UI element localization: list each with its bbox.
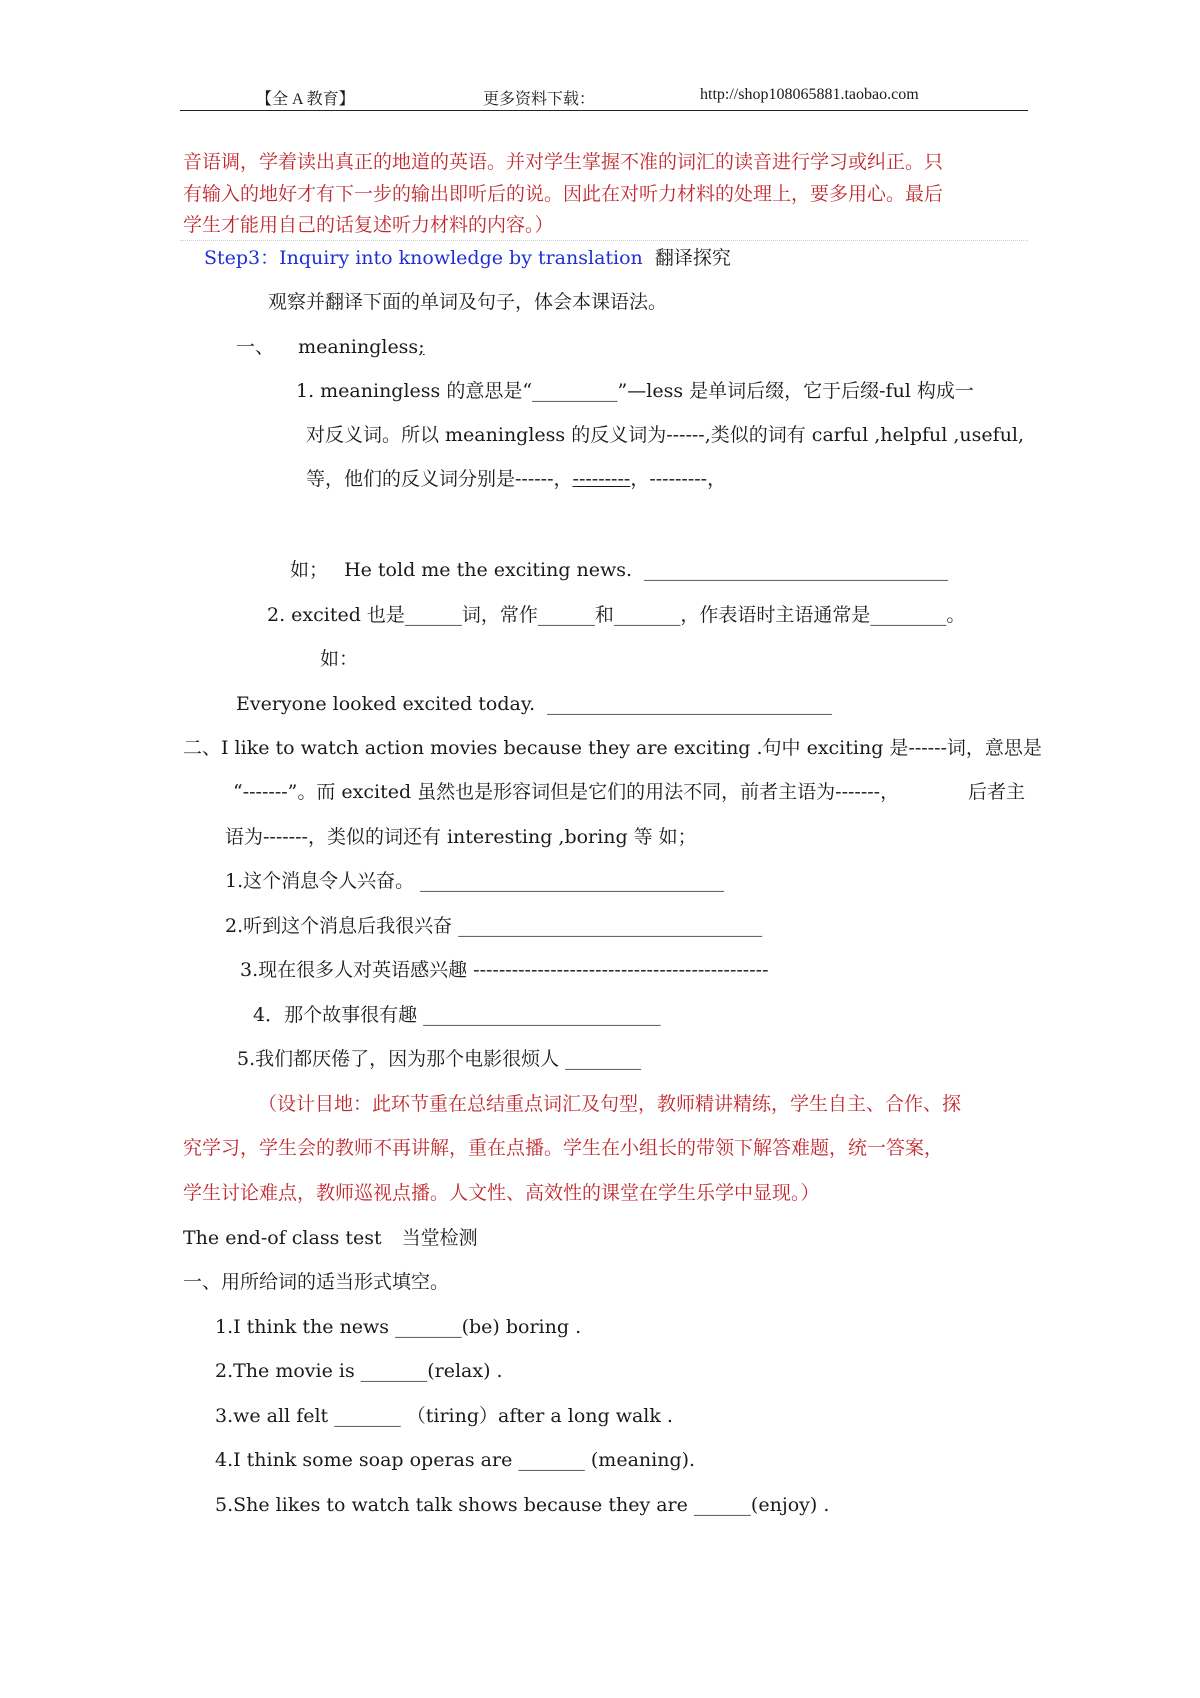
test-instruction: 一、用所给词的适当形式填空。 <box>183 1271 450 1293</box>
step3-title-en: Step3：Inquiry into knowledge by translation <box>204 247 643 269</box>
section-divider <box>180 240 1028 241</box>
test-title-cn: 当堂检测 <box>401 1227 478 1249</box>
q1-line-3b: --------- <box>572 468 631 490</box>
test-title-en: The end-of class test <box>183 1227 382 1249</box>
part2-line-2 <box>233 780 1025 804</box>
example-2-blank: ______________________________ <box>547 693 833 715</box>
header-divider <box>180 110 1028 111</box>
part2-item-3: 3.现在很多人对英语感兴趣 ---------------------------------------------- <box>240 959 769 981</box>
example-1-label: 如； <box>290 559 329 581</box>
q2-line: 2. excited 也是______词，常作______和_______，作表语时主语通常是________。 <box>267 604 966 626</box>
design-note-line-2: 究学习，学生会的教师不再讲解，重在点播。学生在小组长的带领下解答难题，统一答案， <box>183 1137 944 1159</box>
part2-item-2: 2.听到这个消息后我很兴奋 ________________________________ <box>225 915 763 937</box>
part2-item-5: 5.我们都厌倦了，因为那个电影很烦人 ________ <box>237 1048 642 1070</box>
header-url[interactable]: http://shop108065881.taobao.com <box>700 86 919 103</box>
test-item-3: 3.we all felt _______ （tiring）after a long walk . <box>215 1405 673 1427</box>
example-2-sentence: Everyone looked excited today. <box>236 693 536 715</box>
part2-line-1b: 句中 exciting 是------词，意思是 <box>762 737 1042 759</box>
part2-item-4: 4．那个故事很有趣 _________________________ <box>253 1004 661 1026</box>
intro-line-2: 有输入的地好才有下一步的输出即听后的说。因此在对听力材料的处理上，要多用心。最后 <box>183 183 944 205</box>
test-item-1: 1.I think the news _______(be) boring . <box>215 1316 582 1338</box>
part2-line-2b: 后者主 <box>967 781 1025 803</box>
test-item-5: 5.She likes to watch talk shows because they are ______(enjoy) . <box>215 1494 830 1516</box>
part2-line-2a: “-------”。而 excited 虽然也是形容词但是它们的用法不同，前者主语为-------， <box>233 781 900 803</box>
step3-instruction: 观察并翻译下面的单词及句子，体会本课语法。 <box>268 291 668 313</box>
q2-label: 如： <box>320 648 359 670</box>
q1-line-3c: ，---------， <box>630 468 727 490</box>
design-note-line-1: （设计目地：此环节重在总结重点词汇及句型，教师精讲精练，学生自主、合作、探 <box>258 1093 962 1115</box>
intro-line-3: 学生才能用自己的话复述听力材料的内容。） <box>183 214 554 236</box>
part2-line-3: 语为-------，类似的词还有 interesting ,boring 等 如； <box>225 826 697 848</box>
example-1-sentence: He told me the exciting news. <box>344 559 633 581</box>
design-note-line-3: 学生讨论难点，教师巡视点播。人文性、高效性的课堂在学生乐学中显现。） <box>183 1182 820 1204</box>
part2-line-1 <box>183 736 1042 760</box>
part1-word: meaningless <box>298 336 419 358</box>
step3-heading <box>204 246 731 270</box>
q1-line-2a: 对反义词。所以 meaningless 的反义词为------, <box>306 424 711 446</box>
example-2 <box>236 692 832 716</box>
part1-heading <box>236 335 425 359</box>
q1-line-3a: 等，他们的反义词分别是------， <box>306 468 573 490</box>
header-download-label: 更多资料下载： <box>483 91 596 108</box>
q1-line-2b: 类似的词有 carful ,helpful ,useful, <box>710 424 1025 446</box>
step3-title-cn: 翻译探究 <box>654 247 731 269</box>
header-brand: 【全 A 教育】 <box>256 91 355 108</box>
part2-item-1: 1.这个消息令人兴奋。 ________________________________ <box>225 870 725 892</box>
test-heading <box>183 1226 478 1250</box>
test-item-2: 2.The movie is _______(relax) . <box>215 1360 503 1382</box>
q1-line-1: 1. meaningless 的意思是“_________”—less 是单词后缀，它于后缀-ful 构成一 <box>296 380 974 402</box>
part1-semicolon: ; <box>418 336 425 358</box>
example-1-blank: ________________________________ <box>644 559 949 581</box>
q1-line-2 <box>306 423 1024 447</box>
part1-marker: 一、 <box>236 336 275 358</box>
part2-line-1a: 二、I like to watch action movies because they are exciting . <box>183 737 763 759</box>
test-item-4: 4.I think some soap operas are _______ (meaning). <box>215 1449 696 1471</box>
example-1 <box>290 558 948 582</box>
q1-line-3 <box>306 467 726 491</box>
intro-line-1: 音语调，学着读出真正的地道的英语。并对学生掌握不准的词汇的读音进行学习或纠正。只 <box>183 151 944 173</box>
